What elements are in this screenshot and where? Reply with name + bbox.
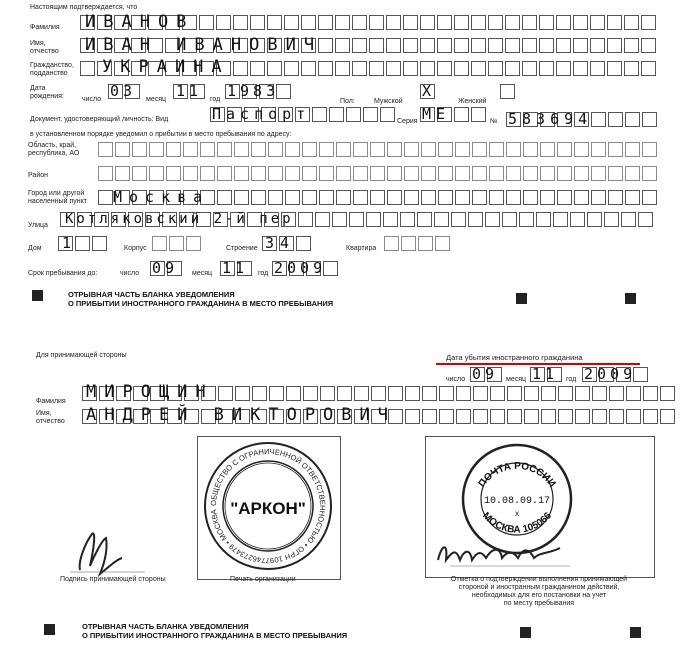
registration-marker — [520, 627, 531, 638]
departure-day-value: 09 — [472, 365, 499, 383]
registration-marker — [32, 290, 43, 301]
birth-date-label: Дата рождения: — [30, 85, 64, 100]
street-value: Котляковский 2-й пер — [65, 211, 294, 227]
region-label: Область, край, республика, АО — [28, 142, 80, 157]
org-seal-label: Печать организации — [230, 576, 296, 583]
sex-label: Пол: — [340, 98, 355, 105]
departure-title: Дата убытия иностранного гражданина — [446, 353, 583, 362]
apartment-cells[interactable] — [384, 236, 452, 251]
name-value: ИВАН ИВАНОВИЧ — [85, 35, 323, 55]
series-label: Серия — [397, 118, 418, 125]
street-label: Улица — [28, 222, 48, 229]
male-label: Мужской — [374, 98, 403, 105]
post-stamp-bottom-text: МОСКВА 105066 — [480, 510, 554, 536]
stay-until-label: Срок пребывания до: — [28, 270, 98, 277]
host-name-label: Имя, отчество — [36, 410, 65, 425]
departure-day-label: число — [446, 376, 466, 383]
birth-month-value: 11 — [176, 82, 203, 100]
departure-month-label: месяц — [506, 376, 527, 383]
sex-mark: X — [422, 82, 438, 100]
registration-marker — [625, 293, 636, 304]
host-surname-value: МИРОЩИН — [86, 382, 214, 402]
corpus-cells[interactable] — [152, 236, 203, 251]
host-side-label: Для принимающей стороны — [36, 352, 127, 359]
departure-year-value: 2009 — [584, 365, 637, 383]
post-stamp-mark: x — [515, 509, 519, 518]
departure-month-value: 11 — [532, 365, 559, 383]
building-label: Строение — [226, 245, 258, 252]
host-surname-label: Фамилия — [36, 398, 66, 405]
city-value: Москва — [113, 188, 210, 206]
female-checkbox[interactable] — [500, 84, 517, 99]
departure-year-label: год — [566, 376, 577, 383]
name-label: Имя, отчество — [30, 40, 59, 55]
region-cells[interactable] — [98, 142, 659, 157]
tear-off-heading-bottom: ОТРЫВНАЯ ЧАСТЬ БЛАНКА УВЕДОМЛЕНИЯ О ПРИБЫТИИ ИНОСТРАННОГО ГРАЖДАНИНА В МЕСТО ПРЕБЫВАНИЯ — [82, 622, 348, 640]
org-stamp-ring-text: ОБЩЕСТВО С ОГРАНИЧЕННОЙ ОТВЕТСТВЕННОСТЬЮ • ОГРН 1097746273479 • МОСКВА — [208, 446, 328, 566]
svg-text:ПОЧТА РОССИИ — [477, 461, 558, 490]
district-label: Район — [28, 172, 48, 179]
post-stamp-top-text: ПОЧТА РОССИИ — [476, 460, 558, 490]
tear-off-heading-top: ОТРЫВНАЯ ЧАСТЬ БЛАНКА УВЕДОМЛЕНИЯ О ПРИБЫТИИ ИНОСТРАННОГО ГРАЖДАНИНА В МЕСТО ПРЕБЫВАНИЯ — [68, 290, 334, 308]
stay-year-label: год — [258, 270, 269, 277]
host-signature — [50, 520, 150, 580]
stay-month-value: 11 — [222, 259, 249, 277]
host-name-value: АНДРЕЙ ВИКТОРОВИЧ — [86, 405, 396, 425]
birth-day-value: 03 — [110, 82, 137, 100]
district-cells[interactable] — [98, 166, 659, 181]
number-label: № — [490, 118, 498, 125]
house-value: 1 — [62, 234, 78, 252]
post-stamp-date: 10.08.09.17 — [483, 496, 551, 507]
birth-day-label: число — [82, 96, 102, 103]
document-label: Документ, удостоверяющий личность: Вид — [30, 116, 169, 123]
host-signature-label: Подпись принимающей стороны — [60, 576, 166, 583]
postal-signature — [430, 530, 580, 575]
birth-year-value: 1983 — [227, 82, 280, 100]
org-stamp-center-text: "АРКОН" — [230, 499, 306, 518]
apartment-label: Квартира — [346, 245, 377, 252]
stay-day-value: 09 — [152, 259, 179, 277]
surname-value: ИВАНОВ — [85, 12, 195, 32]
series-value: МЕ — [422, 105, 451, 123]
stay-day-label: число — [120, 270, 140, 277]
registration-marker — [44, 624, 55, 635]
citizenship-value: УКРАИНА — [102, 57, 230, 77]
birth-month-label: месяц — [146, 96, 167, 103]
building-value: 34 — [265, 234, 296, 252]
org-stamp — [200, 438, 336, 574]
doc-type-value: Паспорт — [212, 105, 311, 123]
postal-caption: Отметка о подтверждении выполнения принимающей стороной и иностранным гражданином действий, необходимых для его постановки на учет по месту пребывания — [450, 576, 628, 607]
citizenship-label: Гражданство, подданство — [30, 62, 74, 77]
stay-year-value: 2009 — [274, 259, 327, 277]
city-label: Город или другой населенный пункт — [28, 190, 88, 205]
stay-month-label: месяц — [192, 270, 213, 277]
corpus-label: Корпус — [124, 245, 147, 252]
female-label: Женский — [458, 98, 487, 105]
number-value: 583694 — [508, 110, 593, 128]
intro-text: Настоящим подтверждается, что — [30, 4, 138, 11]
house-label: Дом — [28, 245, 42, 252]
birth-year-label: год — [210, 96, 221, 103]
notified-label: в установленном порядке уведомил о прибытии в место пребывания по адресу: — [30, 131, 292, 138]
registration-marker — [516, 293, 527, 304]
surname-label: Фамилия — [30, 24, 60, 31]
registration-marker — [630, 627, 641, 638]
